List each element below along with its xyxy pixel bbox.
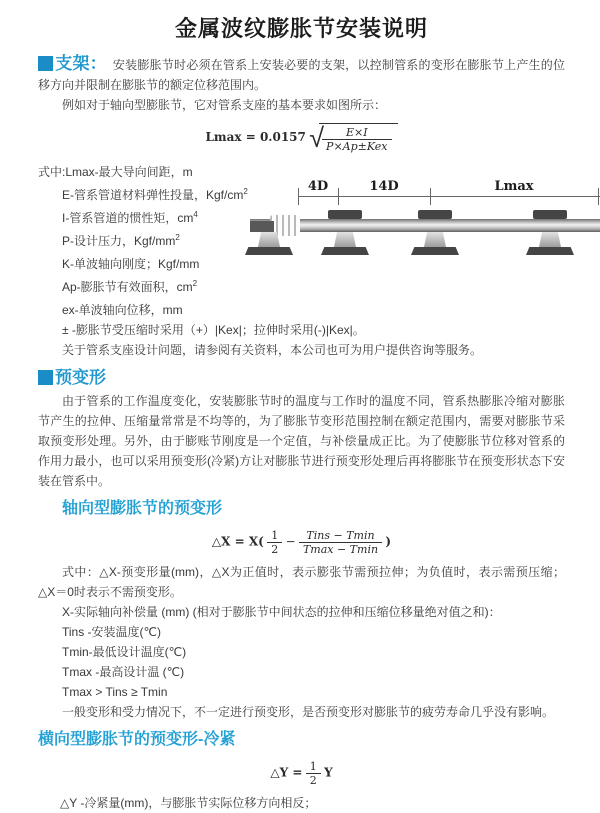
formula-dx-lhs: △X = X( [211, 534, 264, 549]
support-section-intro [38, 54, 565, 95]
def-line: K-单波轴向刚度；Kgf/mm [62, 257, 200, 271]
section-bullet-square [38, 56, 53, 71]
axial-general-line: 一般变形和受力情况下，不一定进行预变形，是否预变形对膨胀节的疲劳寿命几乎没有影响。 [62, 705, 555, 719]
formula-dy-rhs: Y [324, 765, 333, 780]
axial-def-line: Tmin-最低设计温度(℃) [62, 645, 187, 659]
formula-delta-x [38, 529, 565, 556]
predeform-section-heading-row [38, 368, 565, 389]
axial-def-line: Tins -安装温度(℃) [62, 625, 162, 639]
formula-lmax-lhs: Lmax = 0.0157 [205, 130, 306, 145]
dim-label-4d: 4D [307, 179, 329, 194]
formula-dx-rhs: ) [385, 534, 392, 549]
pipe-guide-support [411, 210, 459, 256]
fraction-half: $\frac{1}{2}$ [306, 760, 321, 787]
axial-subheading: 轴向型膨胀节的预变形 [62, 500, 223, 517]
fraction-half: $\frac{1}{2}$ [267, 529, 282, 556]
page-title: 金属波纹膨胀节安装说明 [174, 16, 428, 41]
fraction-temperature: $\frac{\text{Tins − Tmin}}{Tmax - Tmin}$ [299, 529, 382, 556]
dim-label-14d: 14D [369, 179, 399, 194]
formula-lmax-denominator: P×Ap±Kex [326, 140, 388, 153]
predeform-section-heading: 预变形 [55, 368, 106, 387]
sqrt-symbol: √ [309, 123, 325, 153]
def-line: 式中:Lmax-最大导向间距，m [38, 165, 193, 179]
formula-lmax-radicand [319, 123, 397, 153]
definitions-block [38, 159, 565, 360]
formula-dy-lhs: △Y = [270, 765, 303, 780]
axial-note-line: 式中：△X-预变形量(mm)，△X为正值时，表示膨张节需预拉伸；为负值时，表示需预压缩；△X＝0时表示不需预变形。 [38, 565, 565, 599]
axial-def-line: Tmax > Tins ≥ Tmin [62, 685, 168, 699]
dim-label-lmax: Lmax [494, 179, 534, 194]
axial-def-line: X-实际轴向补偿量 (mm) (相对于膨胀节中间状态的拉伸和压缩位移量绝对值之和)： [62, 605, 501, 619]
def-line: P-设计压力，Kgf/$mm^2$ [62, 233, 180, 248]
pipe-guide-support [321, 210, 369, 256]
predeform-paragraph: 由于管系的工作温度变化，安装膨胀节时的温度与工作时的温度不同，管系热膨胀冷缩对膨胀节产生的拉伸、压缩量常常是不均等的，为了膨胀节变形范围控制在额定范围内，需要对膨胀节采取预变形处理。另外，由于膨账节刚度是一个定值，与补偿量成正比。为了使膨胀节位移对管系的作用力最小，也可以采用预变形(冷紧)方让对膨胀节进行预变形处理后再将膨胀节在预变形状态下安装在管系中。 [38, 394, 565, 488]
formula-lmax [38, 123, 565, 153]
minus-sign: − [285, 534, 296, 549]
def-line: I-管系管道的惯性矩，$cm^4$ [62, 210, 198, 225]
def-line: Ap-膨胀节有效面积，$cm^2$ [62, 279, 198, 294]
pipe-guide-support [526, 210, 574, 256]
formula-lmax-numerator: E×I [322, 126, 391, 140]
def-line: ex-单波轴向位移，mm [62, 303, 183, 317]
def-line: 关于管系支座设计问题，请参阅有关资料，本公司也可为用户提供咨询等服务。 [62, 343, 483, 357]
support-example-line: 例如对于轴向型膨胀节，它对管系支座的基本要求如图所示： [62, 98, 387, 112]
dimension-line [298, 196, 600, 197]
def-line: E-管系管道材料弹性投量，Kgf/$cm^2$ [62, 187, 248, 202]
support-requirement-diagram [250, 179, 600, 283]
lateral-note-line: △Y -冷紧量(mm)，与膨胀节实际位移方向相反； [60, 796, 317, 810]
lateral-subheading: 横向型膨胀节的预变形-冷紧 [38, 731, 236, 748]
support-intro-text: 安装膨胀节时必须在管系上安装必要的支架，以控制管系的变形在膨胀节上产生的位移方向并限制在膨胀节的额定位移范围内。 [38, 58, 565, 92]
anchor-support [245, 210, 293, 256]
dimension-tick [598, 188, 599, 205]
axial-def-line: Tmax -最高设计温 (℃) [62, 665, 185, 679]
support-section-heading: 支架： [55, 54, 107, 73]
section-bullet-square [38, 370, 53, 385]
def-line: ± -膨胀节受压缩时采用（+）|Kex|；拉伸时采用(-)|Kex|。 [62, 323, 365, 337]
formula-delta-y [38, 760, 565, 787]
